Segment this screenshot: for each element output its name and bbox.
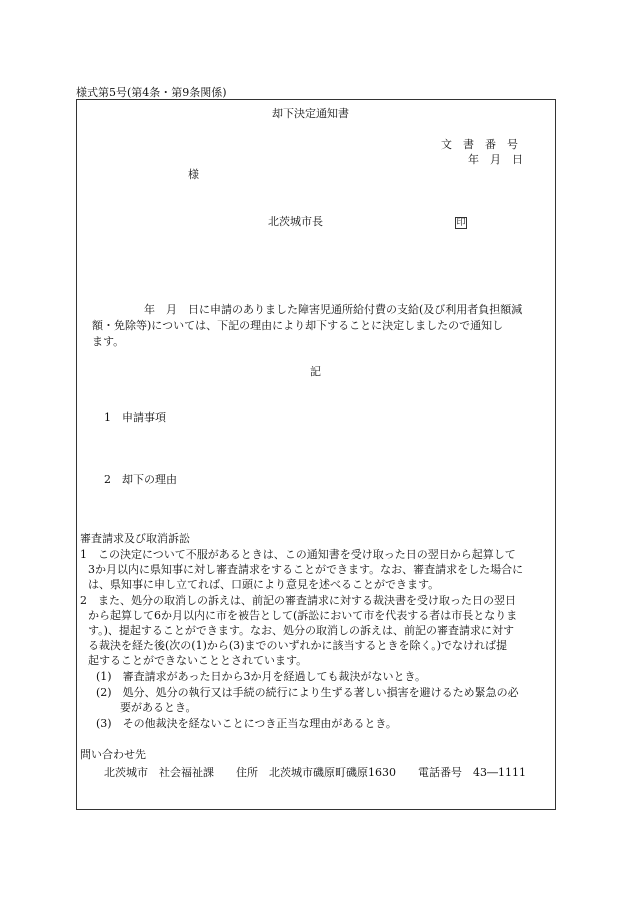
appeal-2-line-3: す。)、提起することができます。なお、処分の取消しの訴えは、前記の審査請求に対す (88, 624, 515, 637)
condition-3: (3) その他裁決を経ないことにつき正当な理由があるとき。 (96, 717, 397, 730)
appeal-1-line-3: は、県知事に申し立てれば、口頭により意見を述べることができます。 (88, 578, 440, 591)
item-reason: 2 却下の理由 (104, 473, 177, 486)
appeal-2-line-2: から起算して6か月以内に市を被告として(訴訟において市を代表する者は市長となりま (88, 609, 518, 622)
date-label: 年 月 日 (468, 153, 523, 166)
addressee-suffix: 様 (188, 168, 199, 181)
seal-mark: 印 (456, 218, 466, 228)
body-line-2: 額・免除等)については、下記の理由により却下することに決定しましたので通知し (92, 319, 504, 332)
appeal-2-line-4: る裁決を経た後(次の(1)から(3)までのいずれかに該当するときを除く。)でなければ提 (88, 639, 508, 652)
condition-1: (1) 審査請求があった日から3か月を経過しても裁決がないとき。 (96, 670, 427, 683)
appeal-1-line-1: 1 この決定について不服があるときは、この通知書を受け取った日の翌日から起算して (80, 548, 516, 561)
appeal-2-line-5: 起することができないこととされています。 (88, 654, 308, 667)
doc-number-label: 文 書 番 号 (441, 138, 518, 151)
form-number: 様式第5号(第4条・第9条関係) (76, 86, 227, 99)
ki-heading: 記 (310, 365, 321, 378)
condition-2-line-1: (2) 処分、処分の執行又は手続の続行により生ずる著しい損害を避けるため緊急の必 (96, 686, 519, 699)
issuer-name: 北茨城市長 (268, 215, 323, 228)
item-application: 1 申請事項 (104, 411, 166, 424)
contact-line: 北茨城市 社会福祉課 住所 北茨城市磯原町磯原1630 電話番号 43―1111 (104, 766, 526, 779)
body-line-3: ます。 (92, 335, 125, 348)
appeal-heading: 審査請求及び取消訴訟 (80, 532, 190, 545)
appeal-2-line-1: 2 また、処分の取消しの訴えは、前記の審査請求に対する裁決書を受け取った日の翌日 (80, 594, 516, 607)
contact-heading: 問い合わせ先 (80, 748, 146, 761)
condition-2-line-2: 要があるとき。 (120, 701, 197, 714)
appeal-1-line-2: 3か月以内に県知事に対し審査請求をすることができます。なお、審査請求をした場合に (88, 563, 524, 576)
body-line-1: 年 月 日に申請のありました障害児通所給付費の支給(及び利用者負担額減 (144, 303, 523, 316)
document-title: 却下決定通知書 (272, 107, 349, 120)
